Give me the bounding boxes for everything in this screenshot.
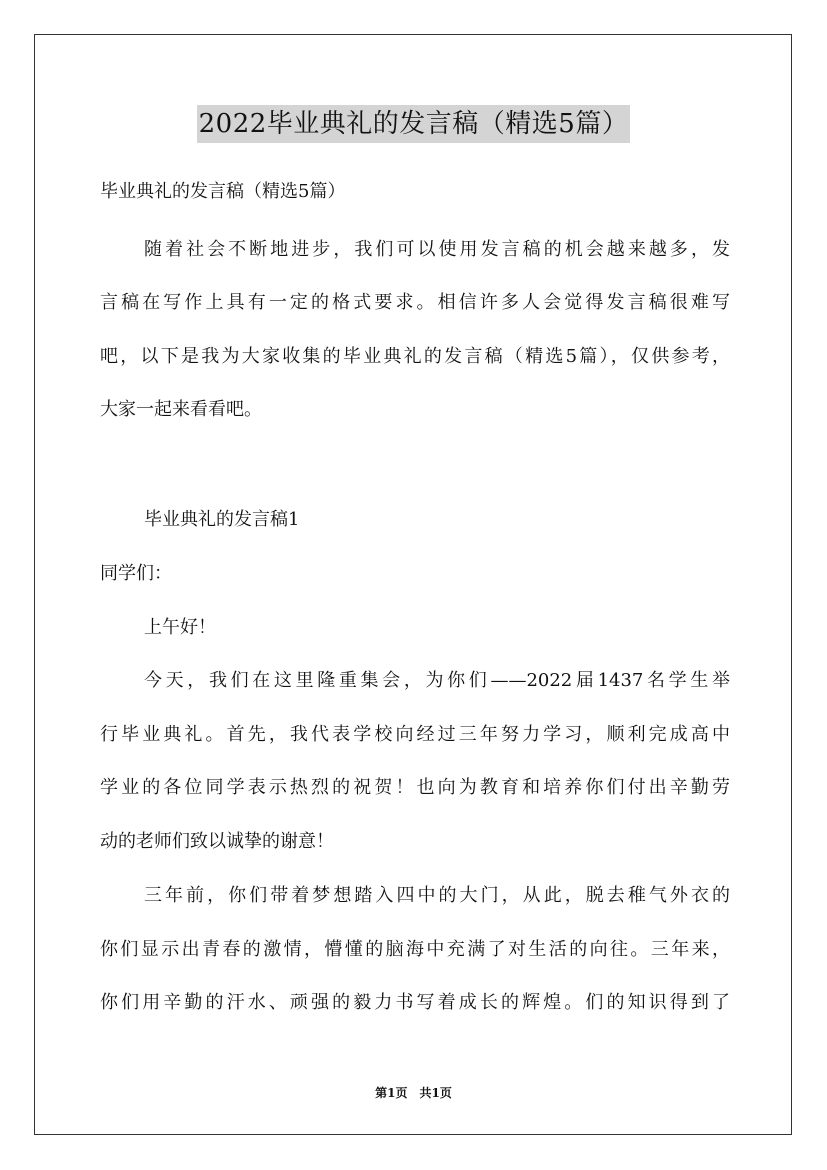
body-para2-line-2: 你们显示出青春的激情，懵懂的脑海中充满了对生活的向往。三年来， [100,939,730,960]
page-number: 第1页 共1页 [375,1086,452,1100]
salutation: 同学们： [100,563,172,584]
body-para2-line-1: 三年前，你们带着梦想踏入四中的大门，从此，脱去稚气外衣的 [144,885,730,906]
intro-line-1: 随着社会不断地进步，我们可以使用发言稿的机会越来越多，发 [144,239,730,260]
body-para1-line-2: 行毕业典礼。首先，我代表学校向经过三年努力学习，顺利完成高中 [100,724,730,745]
intro-line-4: 大家一起来看看吧。 [100,399,262,420]
subtitle: 毕业典礼的发言稿（精选5篇） [100,181,346,202]
document-title [0,102,827,143]
intro-line-3: 吧，以下是我为大家收集的毕业典礼的发言稿（精选5篇），仅供参考， [100,346,730,367]
greeting: 上午好！ [144,617,216,638]
body-para1-line-4: 动的老师们致以诚挚的谢意！ [100,831,334,852]
body-para1-line-1: 今天，我们在这里隆重集会，为你们——2022届1437名学生举 [144,670,730,691]
document-title-text: 2022毕业典礼的发言稿（精选5篇） [197,105,631,143]
intro-line-2: 言稿在写作上具有一定的格式要求。相信许多人会觉得发言稿很难写 [100,292,730,313]
body-para1-line-3: 学业的各位同学表示热烈的祝贺！也向为教育和培养你们付出辛勤劳 [100,777,730,798]
body-para2-line-3: 你们用辛勤的汗水、顽强的毅力书写着成长的辉煌。们的知识得到了 [100,992,730,1013]
section-heading: 毕业典礼的发言稿1 [144,509,300,530]
